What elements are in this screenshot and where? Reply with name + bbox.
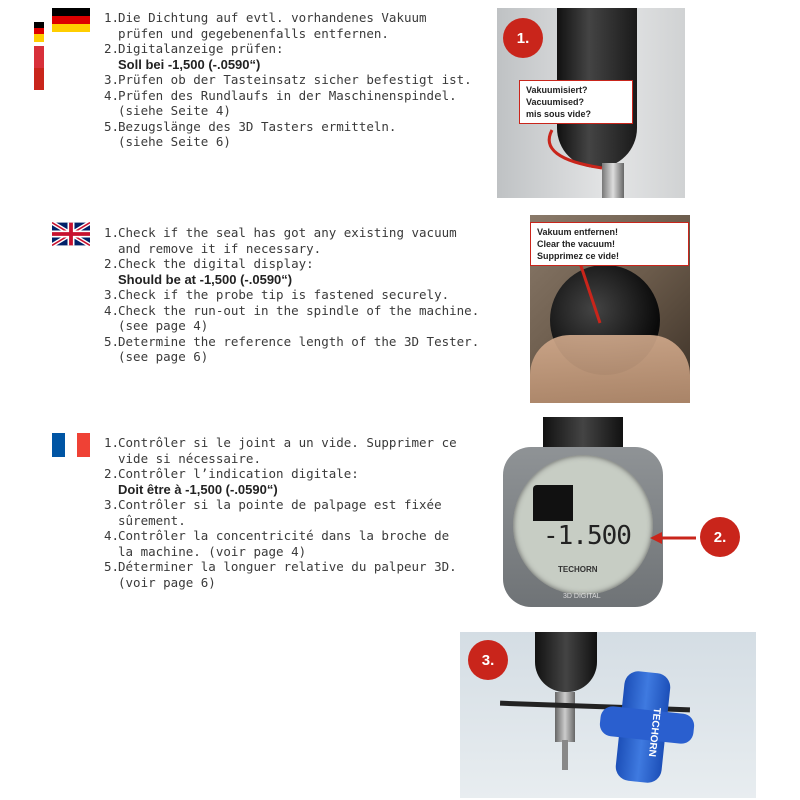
item-text: Contrôler si la pointe de palpage est fixée bbox=[118, 497, 442, 512]
flag-uk-icon bbox=[52, 222, 90, 246]
item-text: la machine. (voir page 4) bbox=[118, 543, 307, 559]
flag-strip-icon bbox=[34, 22, 44, 92]
target-value: Should be at -1,500 (-.0590“) bbox=[118, 271, 293, 287]
callout-line: Clear the vacuum! bbox=[537, 239, 616, 249]
item-text: (voir page 6) bbox=[118, 574, 216, 590]
item-text: Digitalanzeige prüfen: bbox=[118, 41, 284, 56]
item-text: (siehe Seite 6) bbox=[118, 134, 231, 149]
item-text: Bezugslänge des 3D Tasters ermitteln. bbox=[118, 118, 397, 134]
display-model: 3D DIGITAL bbox=[563, 593, 601, 600]
item-text: Contrôler l’indication digitale: bbox=[118, 466, 359, 481]
item-number: 4. bbox=[104, 302, 120, 318]
instruction-item bbox=[104, 559, 457, 590]
callout-clear-vacuum bbox=[530, 222, 689, 266]
display-readout: -1.500 bbox=[543, 521, 631, 551]
instruction-item bbox=[104, 41, 472, 72]
flag-france-icon bbox=[52, 433, 90, 457]
instruction-item bbox=[104, 10, 472, 41]
item-text: and remove it if necessary. bbox=[118, 240, 322, 256]
step-badge-3: 3. bbox=[468, 640, 508, 680]
arrow-icon bbox=[648, 530, 698, 546]
callout-line: mis sous vide? bbox=[526, 109, 592, 119]
item-text: Check if the seal has got any existing vacuum bbox=[118, 225, 457, 240]
instruction-item bbox=[104, 466, 457, 497]
instruction-item bbox=[104, 72, 472, 88]
item-number: 1. bbox=[104, 435, 120, 450]
callout-line: Vakuumisiert? bbox=[526, 85, 588, 95]
instruction-item bbox=[104, 334, 479, 365]
target-value: Soll bei -1,500 (-.0590“) bbox=[118, 56, 261, 72]
item-text: Prüfen des Rundlaufs in der Maschinenspindel. bbox=[118, 87, 457, 103]
item-number: 5. bbox=[104, 333, 120, 349]
instruction-item bbox=[104, 119, 472, 150]
step-badge-1: 1. bbox=[503, 18, 543, 58]
callout-line: Supprimez ce vide! bbox=[537, 251, 620, 261]
item-number: 2. bbox=[104, 41, 120, 56]
item-number: 2. bbox=[104, 466, 120, 481]
item-text: Determine the reference length of the 3D Tester. bbox=[118, 333, 480, 349]
item-text: Die Dichtung auf evtl. vorhandenes Vakuum bbox=[118, 10, 427, 25]
item-number: 1. bbox=[104, 225, 120, 240]
item-text: Contrôler si le joint a un vide. Supprimer ce bbox=[118, 435, 457, 450]
instruction-item bbox=[104, 88, 472, 119]
item-text: Check the digital display: bbox=[118, 256, 314, 271]
item-text: Déterminer la longuer relative du palpeur 3D. bbox=[118, 559, 457, 574]
item-number: 4. bbox=[104, 528, 120, 543]
item-text: (siehe Seite 4) bbox=[118, 103, 231, 118]
step-badge-2: 2. bbox=[700, 517, 740, 557]
item-number: 3. bbox=[104, 497, 120, 512]
target-value: Doit être à -1,500 (-.0590“) bbox=[118, 481, 278, 497]
item-text: (see page 6) bbox=[118, 349, 209, 364]
display-brand: TECHORN bbox=[558, 565, 598, 574]
photo-digital-display bbox=[503, 417, 663, 607]
instruction-item bbox=[104, 303, 479, 334]
instructions-en bbox=[104, 225, 479, 365]
item-number: 2. bbox=[104, 256, 120, 271]
item-number: 1. bbox=[104, 10, 120, 25]
callout-vacuumised bbox=[519, 80, 633, 124]
item-text: Check if the probe tip is fastened securely. bbox=[118, 287, 450, 302]
instruction-item bbox=[104, 287, 479, 303]
item-number: 3. bbox=[104, 287, 120, 302]
item-text: vide si nécessaire. bbox=[118, 450, 261, 466]
item-number: 5. bbox=[104, 559, 120, 574]
flag-germany-icon bbox=[52, 8, 90, 32]
instruction-item bbox=[104, 435, 457, 466]
callout-line: Vacuumised? bbox=[526, 97, 585, 107]
item-text: prüfen und gegebenenfalls entfernen. bbox=[118, 25, 389, 41]
item-number: 3. bbox=[104, 72, 120, 87]
instruction-item bbox=[104, 497, 457, 528]
item-text: (see page 4) bbox=[118, 318, 209, 333]
item-text: sûrement. bbox=[118, 512, 186, 528]
callout-line: Vakuum entfernen! bbox=[537, 227, 619, 237]
instruction-item bbox=[104, 225, 479, 256]
item-number: 5. bbox=[104, 118, 120, 134]
item-text: Prüfen ob der Tasteinsatz sicher befestigt ist. bbox=[118, 72, 472, 87]
item-number: 4. bbox=[104, 87, 120, 103]
instruction-item bbox=[104, 528, 457, 559]
wrench-brand: TECHORN bbox=[645, 707, 663, 758]
instruction-item bbox=[104, 256, 479, 287]
item-text: Check the run-out in the spindle of the machine. bbox=[118, 302, 480, 318]
instructions-fr bbox=[104, 435, 457, 590]
item-text: Contrôler la concentricité dans la broche de bbox=[118, 528, 450, 543]
instructions-de bbox=[104, 10, 472, 150]
